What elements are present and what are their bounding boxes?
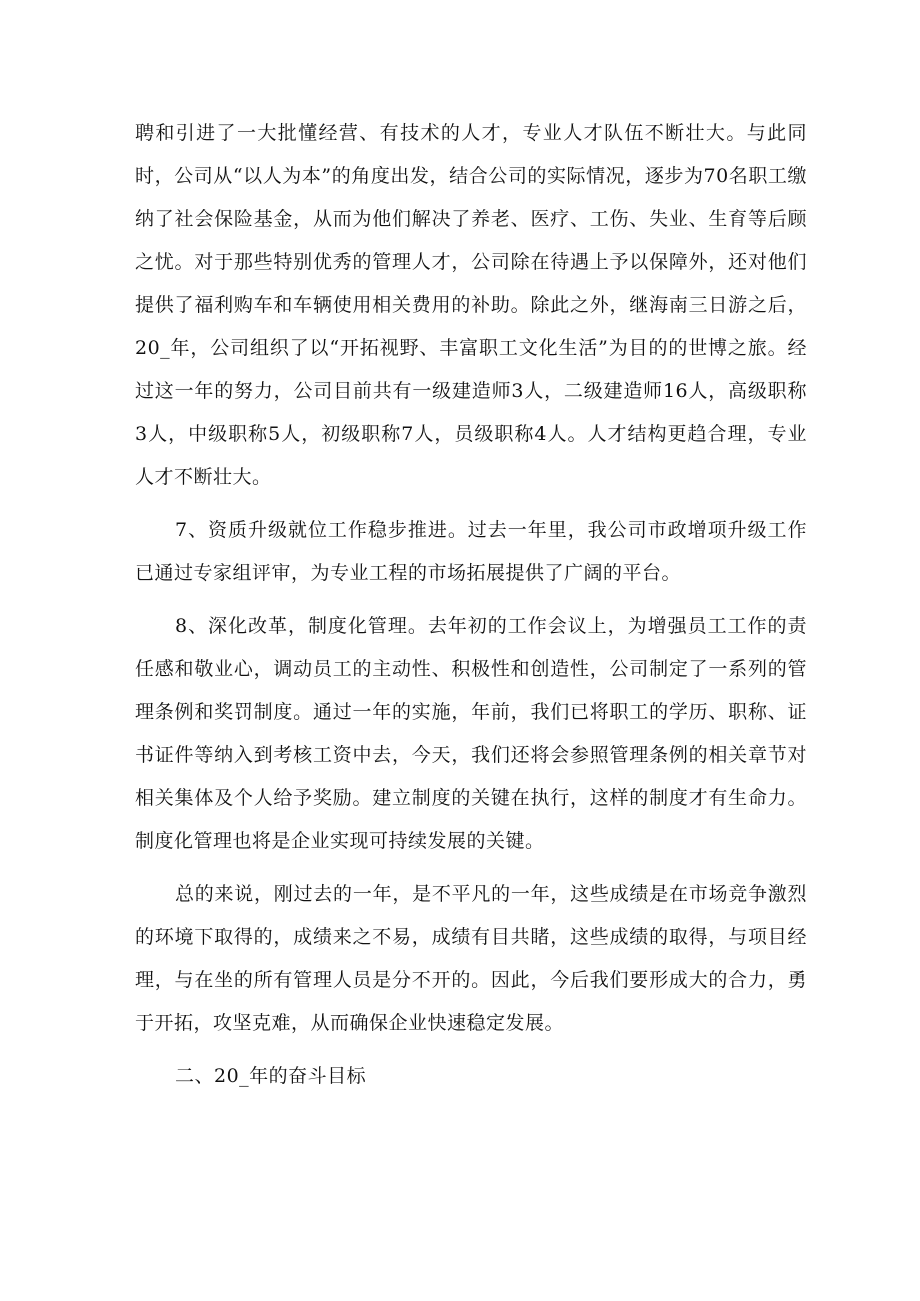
- paragraph-reform: 8、深化改革，制度化管理。去年初的工作会议上，为增强员工工作的责任感和敬业心，调动员工的主动性、积极性和创造性，公司制定了一系列的管理条例和奖罚制度。通过一年的实施，年前，我们已将职工的学历、职称、证书证件等纳入到考核工资中去，今天，我们还将会参照管理条例的相关章节对相关集体及个人给予奖励。建立制度的关键在执行，这样的制度才有生命力。制度化管理也将是企业实现可持续发展的关键。: [135, 615, 807, 852]
- section-heading: 二、20_年的奋斗目标: [175, 1065, 367, 1087]
- paragraph-qualification: 7、资质升级就位工作稳步推进。过去一年里，我公司市政增项升级工作已通过专家组评审，为专业工程的市场拓展提供了广阔的平台。: [135, 519, 807, 584]
- paragraph-summary: 总的来说，刚过去的一年，是不平凡的一年，这些成绩是在市场竞争激烈的环境下取得的，成绩来之不易，成绩有目共睹，这些成绩的取得，与项目经理，与在坐的所有管理人员是分不开的。因此，今后我们要形成大的合力，勇于开拓，攻坚克难，从而确保企业快速稳定发展。: [135, 883, 807, 1034]
- paragraph-talent: 聘和引进了一大批懂经营、有技术的人才，专业人才队伍不断壮大。与此同时，公司从“以人为本”的角度出发，结合公司的实际情况，逐步为70名职工缴纳了社会保险基金，从而为他们解决了养老、医疗、工伤、失业、生育等后顾之忧。对于那些特别优秀的管理人才，公司除在待遇上予以保障外，还对他们提供了福利购车和车辆使用相关费用的补助。除此之外，继海南三日游之后，20_年，公司组织了以“开拓视野、丰富职工文化生活”为目的的世博之旅。经过这一年的努力，公司目前共有一级建造师3人，二级建造师16人，高级职称3人，中级职称5人，初级职称7人，员级职称4人。人才结构更趋合理，专业人才不断壮大。: [135, 122, 807, 488]
- document-body: [135, 112, 807, 1098]
